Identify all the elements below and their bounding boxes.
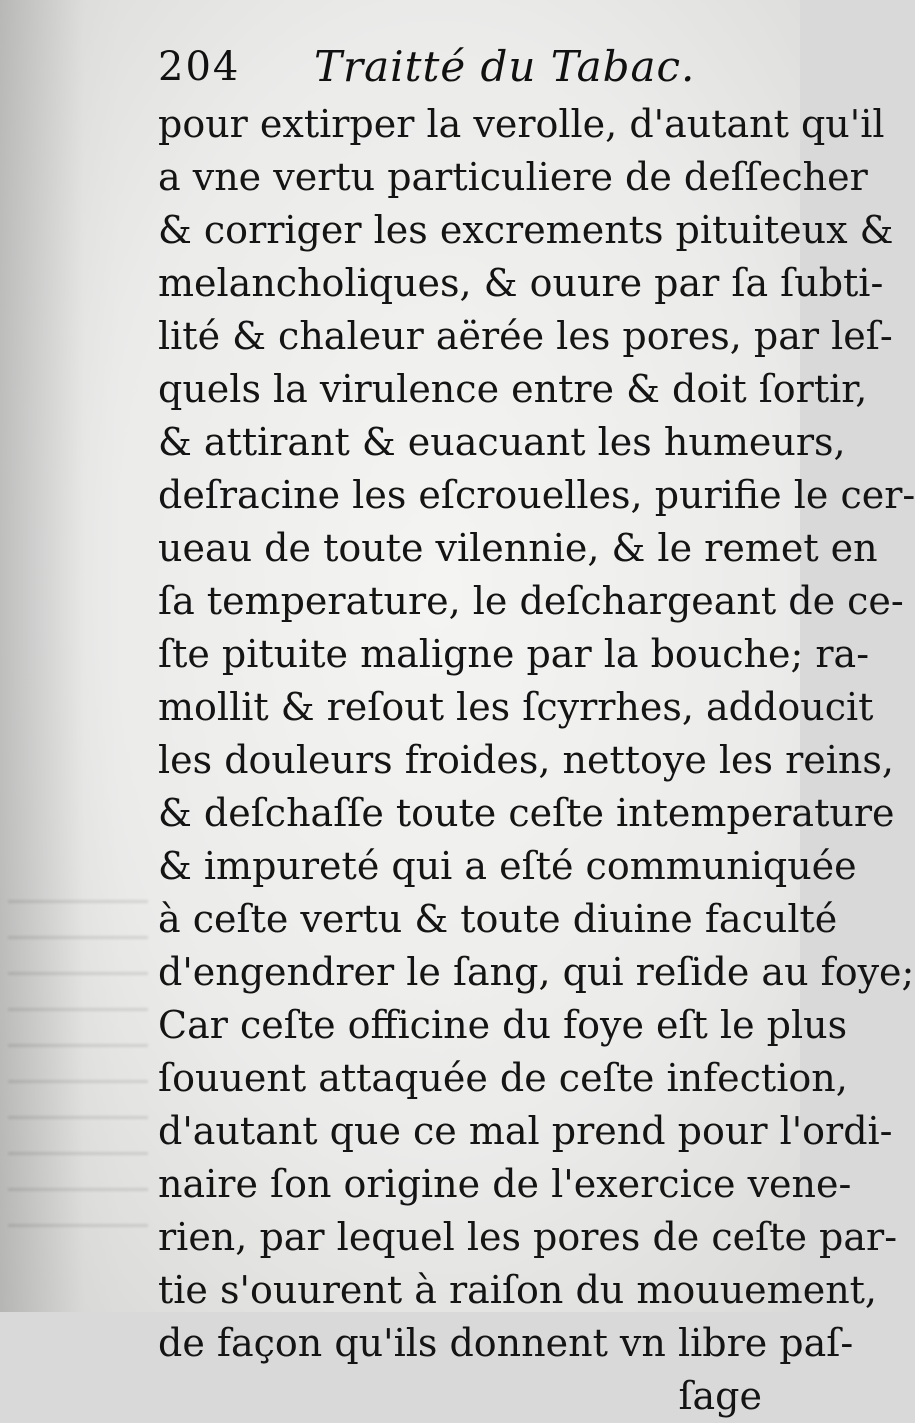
text-line: ſte pituite maligne par la bouche; ra- bbox=[158, 632, 870, 676]
show-through-bleed bbox=[8, 900, 148, 1230]
text-line: de façon qu'ils donnent vn libre paſ- bbox=[158, 1321, 854, 1365]
text-line: à ceſte vertu & toute diuine faculté bbox=[158, 897, 838, 941]
text-line: deſracine les eſcrouelles, purifie le cer- bbox=[158, 473, 915, 517]
text-line: d'engendrer le ſang, qui reſide au foye; bbox=[158, 950, 915, 994]
text-line: ſa temperature, le deſchargeant de ce- bbox=[158, 579, 904, 623]
text-line: Car ceſte officine du foye eſt le plus bbox=[158, 1003, 848, 1047]
text-line: melancholiques, & ouure par ſa ſubti- bbox=[158, 261, 884, 305]
page-header bbox=[158, 40, 778, 96]
text-line: les douleurs froides, nettoye les reins, bbox=[158, 738, 894, 782]
text-line: ueau de toute vilennie, & le remet en bbox=[158, 526, 878, 570]
text-line: quels la virulence entre & doit ſortir, bbox=[158, 367, 868, 411]
text-line: & corriger les excrements pituiteux & bbox=[158, 208, 894, 252]
text-line: pour extirper la verolle, d'autant qu'il bbox=[158, 102, 885, 146]
text-line: mollit & reſout les ſcyrrhes, addoucit bbox=[158, 685, 874, 729]
text-line: & attirant & euacuant les humeurs, bbox=[158, 420, 846, 464]
body-text bbox=[158, 98, 915, 1423]
text-line: d'autant que ce mal prend pour l'ordi- bbox=[158, 1109, 893, 1153]
text-line: ſouuent attaquée de ceſte infection, bbox=[158, 1056, 848, 1100]
running-title: Traitté du Tabac. bbox=[314, 42, 696, 91]
text-line: a vne vertu particuliere de deſſecher bbox=[158, 155, 868, 199]
text-line: lité & chaleur aërée les pores, par leſ- bbox=[158, 314, 893, 358]
text-line: tie s'ouurent à raiſon du mouuement, bbox=[158, 1268, 878, 1312]
text-line: & impureté qui a eſté communiquée bbox=[158, 844, 857, 888]
text-line: & deſchaſſe toute ceſte intemperature bbox=[158, 791, 895, 835]
page-number: 204 bbox=[158, 44, 241, 90]
catchword: ſage bbox=[678, 1374, 762, 1418]
text-line: naire ſon origine de l'exercice vene- bbox=[158, 1162, 852, 1206]
text-line: rien, par lequel les pores de ceſte par- bbox=[158, 1215, 898, 1259]
